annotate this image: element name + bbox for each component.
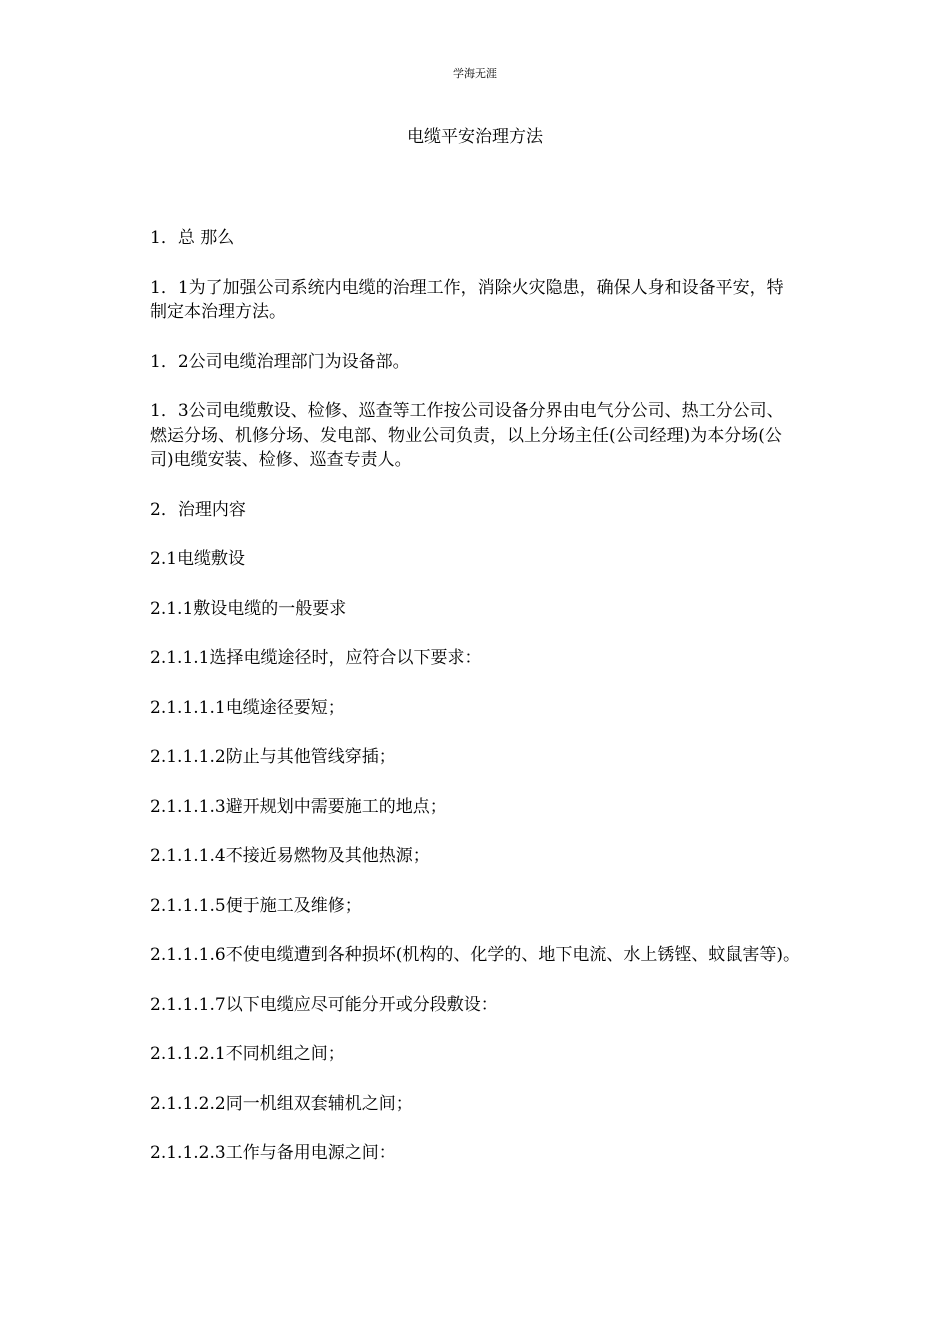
- section-heading-general: 1．总 那么: [150, 228, 235, 248]
- document-title: 电缆平安治理方法: [407, 127, 543, 147]
- list-item: 2.1.1.2.2同一机组双套辅机之间；: [150, 1093, 413, 1114]
- list-item: 2.1.1.1.4不接近易燃物及其他热源；: [150, 846, 430, 866]
- section-heading-content: 2．治理内容: [150, 499, 246, 520]
- paragraph-1-1: 1．1为了加强公司系统内电缆的治理工作，消除火灾隐患，确保人身和设备平安，特制定本治理方法。: [150, 277, 784, 322]
- list-item: 2.1.1.2.3工作与备用电源之间：: [150, 1143, 396, 1163]
- document-body: [150, 226, 800, 1191]
- paragraph-1-2: 1．2公司电缆治理部门为设备部。: [150, 351, 410, 372]
- paragraph-2-1-1: 2.1.1敷设电缆的一般要求: [150, 598, 347, 619]
- paragraph-1-3: 1．3公司电缆敷设、检修、巡查等工作按公司设备分界由电气分公司、热工分公司、燃运分场、机修分场、发电部、物业公司负责，以上分场主任(公司经理)为本分场(公司)电缆安装、检修、巡查专责人。: [150, 401, 784, 470]
- paragraph-2-1-1-1: 2.1.1.1选择电缆途径时，应符合以下要求：: [150, 648, 482, 668]
- list-item: 2.1.1.2.1不同机组之间；: [150, 1044, 345, 1064]
- page-header: 学海无涯: [453, 67, 497, 80]
- list-item: 2.1.1.1.5便于施工及维修；: [150, 895, 362, 916]
- list-item: 2.1.1.1.6不使电缆遭到各种损坏(机构的、化学的、地下电流、水上锈铿、蚊鼠害等)。: [150, 945, 800, 965]
- list-item: 2.1.1.1.2防止与其他管线穿插；: [150, 747, 396, 767]
- list-item: 2.1.1.1.3避开规划中需要施工的地点；: [150, 796, 447, 817]
- list-item: 2.1.1.1.1电缆途径要短；: [150, 697, 345, 718]
- list-item: 2.1.1.1.7以下电缆应尽可能分开或分段敷设：: [150, 994, 498, 1015]
- paragraph-2-1: 2.1电缆敷设: [150, 549, 246, 569]
